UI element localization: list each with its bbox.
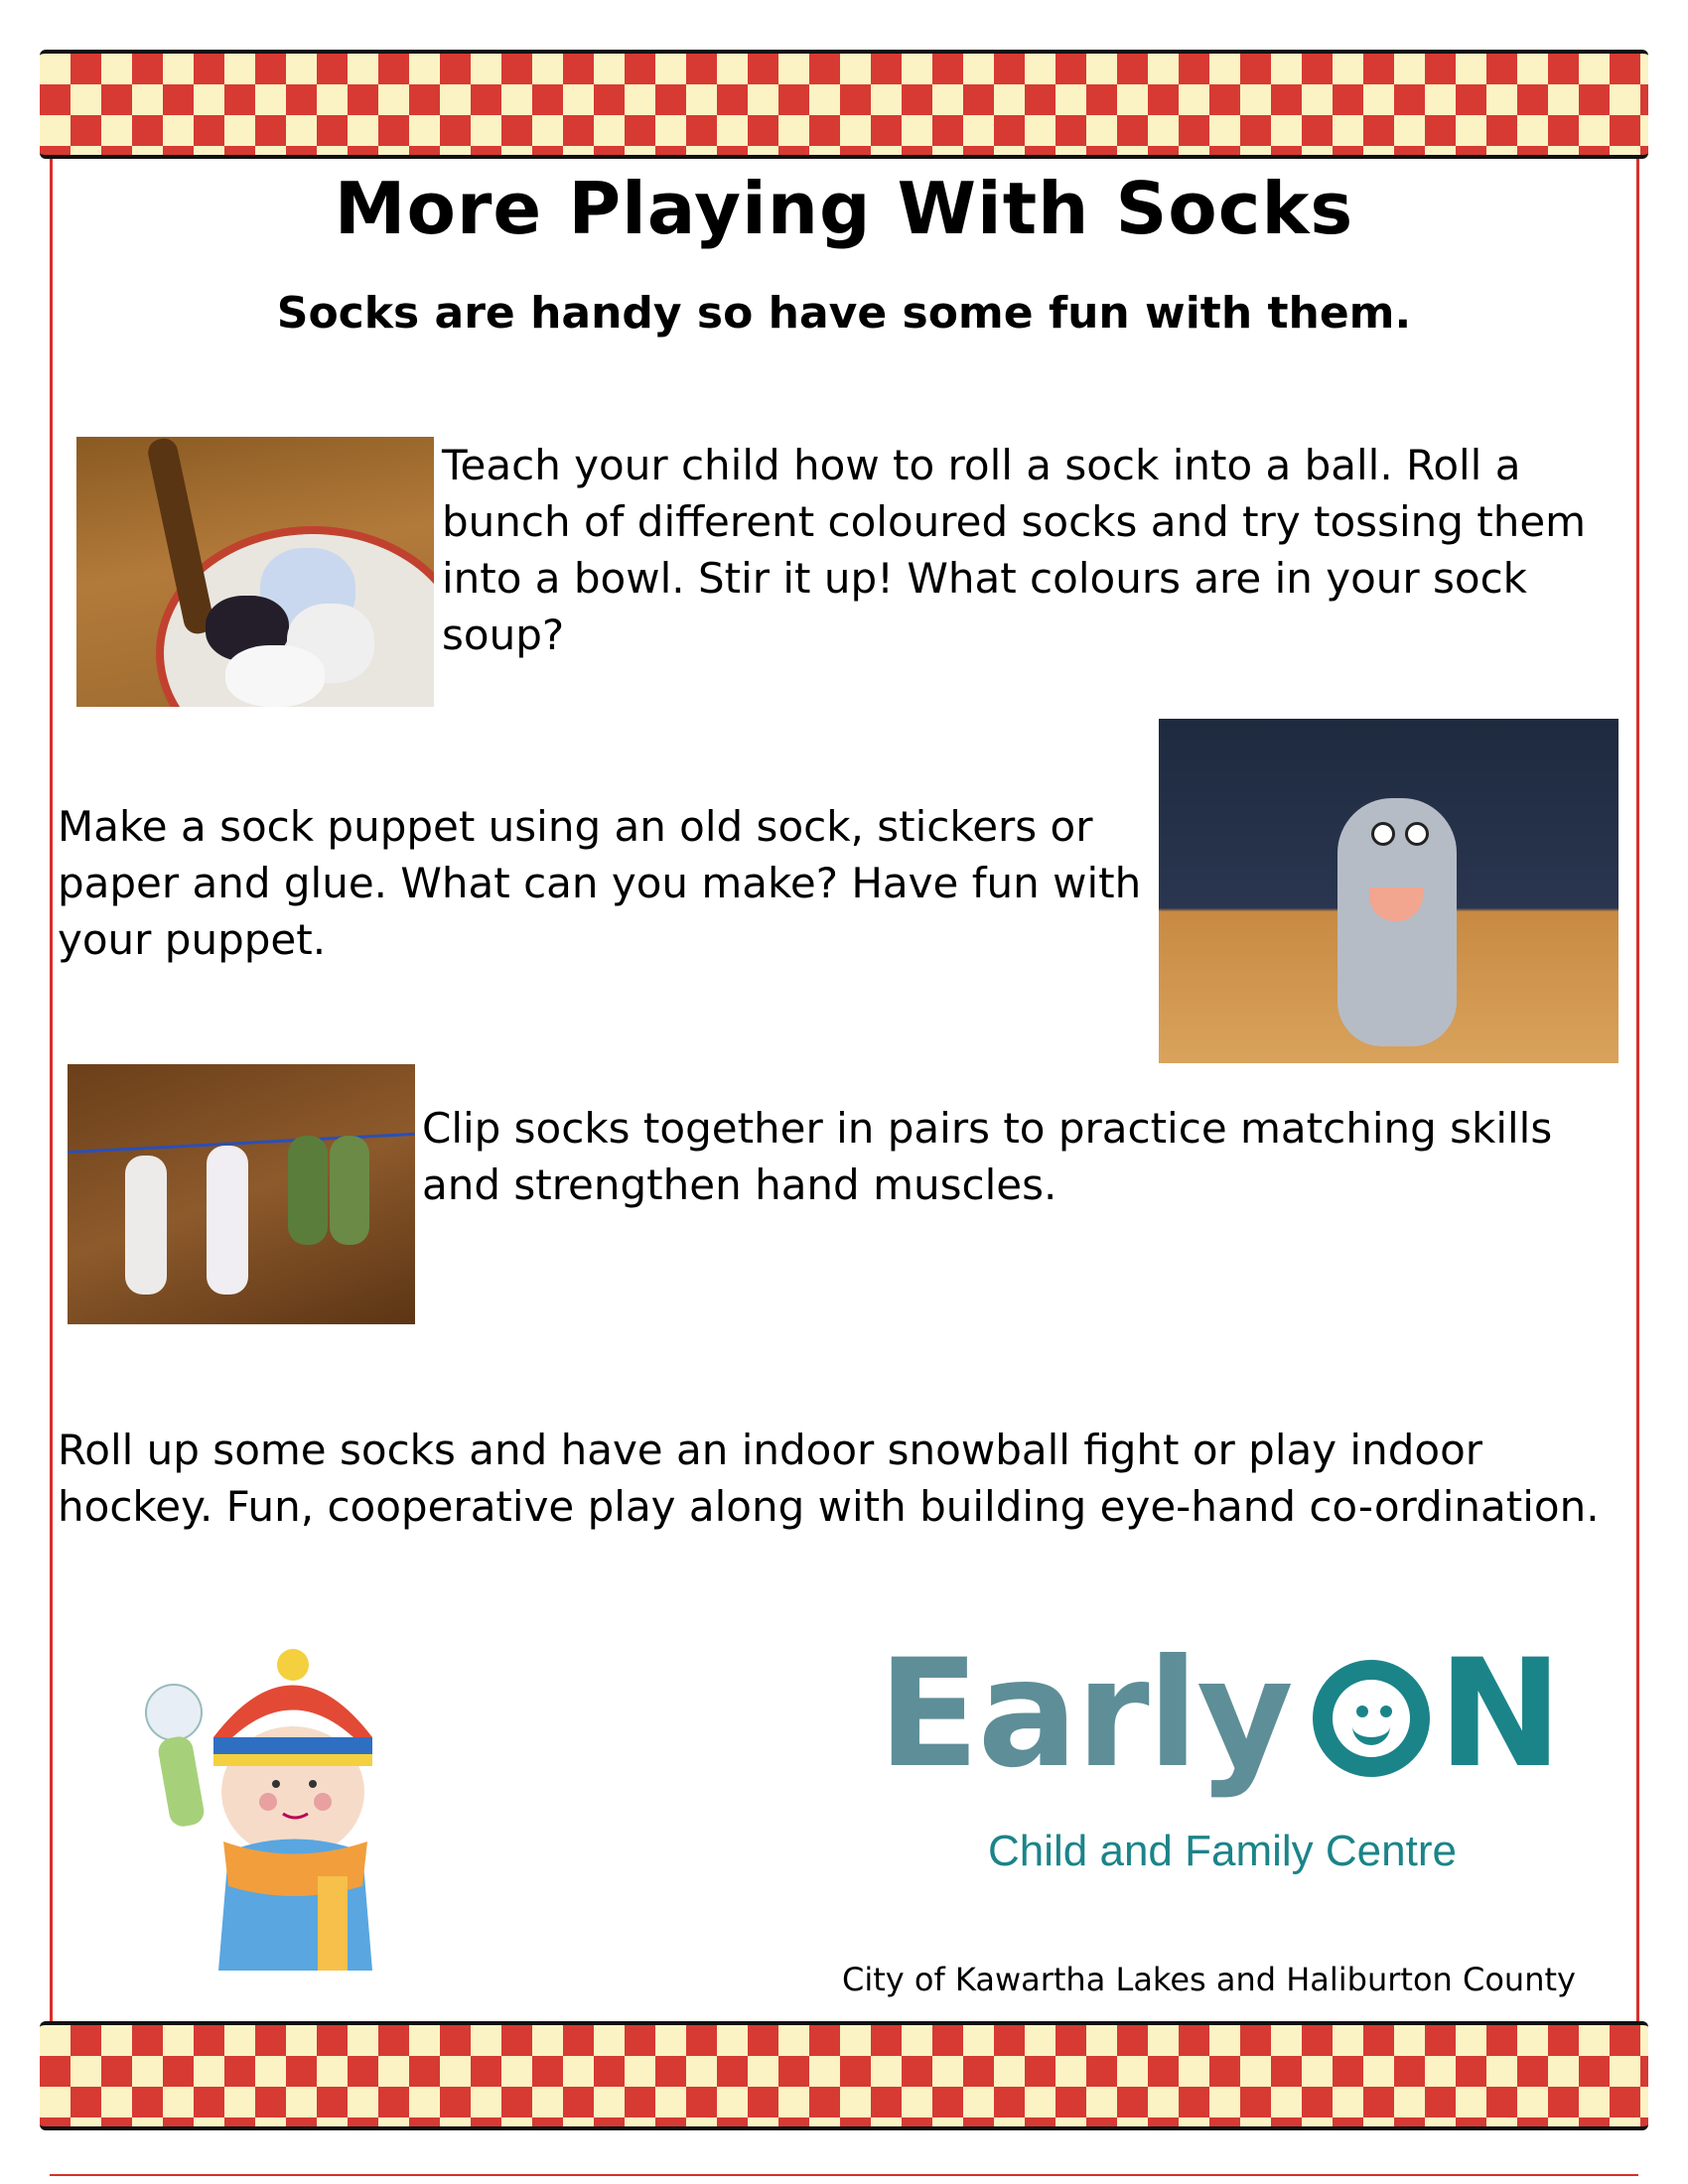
hanging-sock <box>288 1136 328 1245</box>
puppet-eye <box>1405 822 1429 846</box>
top-checkered-border <box>40 50 1648 159</box>
puppet-eye <box>1371 822 1395 846</box>
hanging-sock <box>207 1146 248 1295</box>
sock-ball <box>225 645 325 707</box>
earlyon-logo-n-text: N <box>1438 1628 1563 1801</box>
left-border-line <box>50 159 53 2023</box>
activity-text-sock-matching: Clip socks together in pairs to practice matching skills and strengthen hand muscles. <box>422 1104 1553 1209</box>
hanging-sock <box>125 1156 167 1295</box>
sock-puppet-illustration <box>1337 798 1457 1046</box>
footer-region-text: City of Kawartha Lakes and Haliburton County <box>842 1961 1576 1998</box>
right-border-line <box>1636 159 1639 2023</box>
activity-text-sock-puppet: Make a sock puppet using an old sock, stickers or paper and glue. What can you make? Have fun with your puppet. <box>58 802 1142 964</box>
hanging-sock <box>330 1136 369 1245</box>
sock-puppet-photo <box>1159 719 1618 1063</box>
wooden-spoon-illustration <box>146 437 216 636</box>
sock-soup-photo <box>76 437 434 707</box>
page-subtitle: Socks are handy so have some fun with them. <box>276 288 1412 339</box>
activity-text-snowball-fight: Roll up some socks and have an indoor snowball fight or play indoor hockey. Fun, cooperative play along with building eye-hand co-ordination. <box>58 1426 1600 1531</box>
bottom-checkered-border <box>40 2021 1648 2130</box>
activity-text-sock-soup: Teach your child how to roll a sock into a ball. Roll a bunch of different coloured socks and try tossing them into a bowl. Stir it up! What colours are in your sock soup? <box>442 441 1587 659</box>
earlyon-logo-early-text: Early <box>878 1628 1292 1801</box>
bottom-border-line <box>50 2174 1638 2176</box>
clothesline-socks-photo <box>68 1064 415 1324</box>
smiley-face-icon <box>1313 1660 1430 1777</box>
winter-child-illustration <box>119 1643 447 1971</box>
page-title: More Playing With Socks <box>334 167 1354 250</box>
earlyon-logo-tagline: Child and Family Centre <box>988 1827 1457 1875</box>
